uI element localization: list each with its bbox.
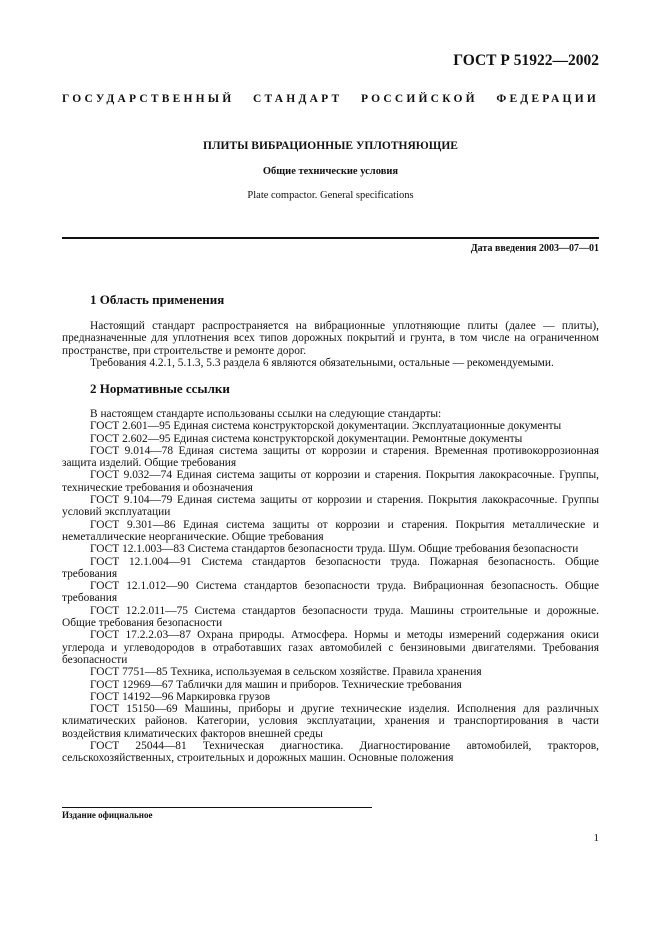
- section-2-body: [62, 408, 599, 765]
- document-subtitle: Общие технические условия: [262, 166, 399, 177]
- english-title: Plate compactor. General specifications: [247, 190, 414, 201]
- reference-item: ГОСТ 9.104—79 Единая система защиты от коррозии и старения. Покрытия лакокрасочные. Группы условий эксплуатации: [62, 494, 599, 519]
- reference-item: ГОСТ 14192—96 Маркировка грузов: [90, 690, 271, 703]
- reference-item: ГОСТ 2.601—95 Единая система конструкторской документации. Эксплуатационные документы: [90, 420, 562, 433]
- standard-code: ГОСТ Р 51922—2002: [453, 52, 599, 69]
- reference-item: ГОСТ 7751—85 Техника, используемая в сельском хозяйстве. Правила хранения: [90, 666, 482, 679]
- paragraph: В настоящем стандарте использованы ссылки на следующие стандарты:: [90, 408, 442, 420]
- reference-item: ГОСТ 12.1.003—83 Система стандартов безопасности труда. Шум. Общие требования безопасности: [90, 543, 579, 556]
- reference-item: ГОСТ 12.1.012—90 Система стандартов безопасности труда. Вибрационная безопасность. Общие требования: [62, 580, 599, 605]
- title-divider: [62, 237, 599, 239]
- page-number: 1: [593, 832, 599, 844]
- state-standard-banner: ГОСУДАРСТВЕННЫЙ СТАНДАРТ РОССИЙСКОЙ ФЕДЕРАЦИИ: [62, 93, 599, 105]
- official-edition-label: Издание официальное: [62, 810, 153, 820]
- section-2-heading: 2 Нормативные ссылки: [90, 381, 230, 396]
- reference-item: ГОСТ 2.602—95 Единая система конструкторской документации. Ремонтные документы: [90, 432, 523, 445]
- reference-item: ГОСТ 17.2.2.03—87 Охрана природы. Атмосфера. Нормы и методы измерений содержания окиси углерода и углеводородов в отработавших газах автомобилей с бензиновыми двигателями. Требования безопасности: [62, 629, 599, 666]
- paragraph: Настоящий стандарт распространяется на вибрационные уплотняющие плиты (далее — плиты), предназначенные для уплотнения всех типов дорожных покрытий и грунта, в том числе на ограниченном пространстве, при строительстве и ремонте дорог.: [62, 320, 599, 357]
- reference-item: ГОСТ 12969—67 Таблички для машин и приборов. Технические требования: [90, 678, 462, 691]
- document-title: ПЛИТЫ ВИБРАЦИОННЫЕ УПЛОТНЯЮЩИЕ: [203, 140, 458, 152]
- introduction-date: Дата введения 2003—07—01: [470, 243, 599, 254]
- footer-divider: [62, 807, 372, 808]
- reference-item: ГОСТ 9.032—74 Единая система защиты от коррозии и старения. Покрытия лакокрасочные. Группы, технические требования и обозначения: [62, 469, 599, 494]
- reference-item: ГОСТ 9.014—78 Единая система защиты от коррозии и старения. Временная противокоррозионная защита изделий. Общие требования: [62, 444, 599, 470]
- reference-item: ГОСТ 9.301—86 Единая система защиты от коррозии и старения. Покрытия металлические и неметаллические неорганические. Общие требования: [62, 518, 599, 543]
- section-1-heading: 1 Область применения: [90, 292, 225, 307]
- reference-item: ГОСТ 12.2.011—75 Система стандартов безопасности труда. Машины строительные и дорожные. Общие требования безопасности: [62, 604, 599, 630]
- reference-item: ГОСТ 25044—81 Техническая диагностика. Диагностирование автомобилей, тракторов, сельскохозяйственных, строительных и дорожных машин. Основные положения: [62, 740, 599, 765]
- reference-item: ГОСТ 12.1.004—91 Система стандартов безопасности труда. Пожарная безопасность. Общие требования: [62, 555, 599, 580]
- reference-item: ГОСТ 15150—69 Машины, приборы и другие технические изделия. Исполнения для различных климатических районов. Категории, условия эксплуатации, хранения и транспортирования в части воздействия климатических факторов внешней среды: [62, 703, 599, 740]
- paragraph: Требования 4.2.1, 5.1.3, 5.3 раздела 6 являются обязательными, остальные — рекомендуемыми.: [90, 356, 554, 369]
- section-1-body: [62, 320, 599, 369]
